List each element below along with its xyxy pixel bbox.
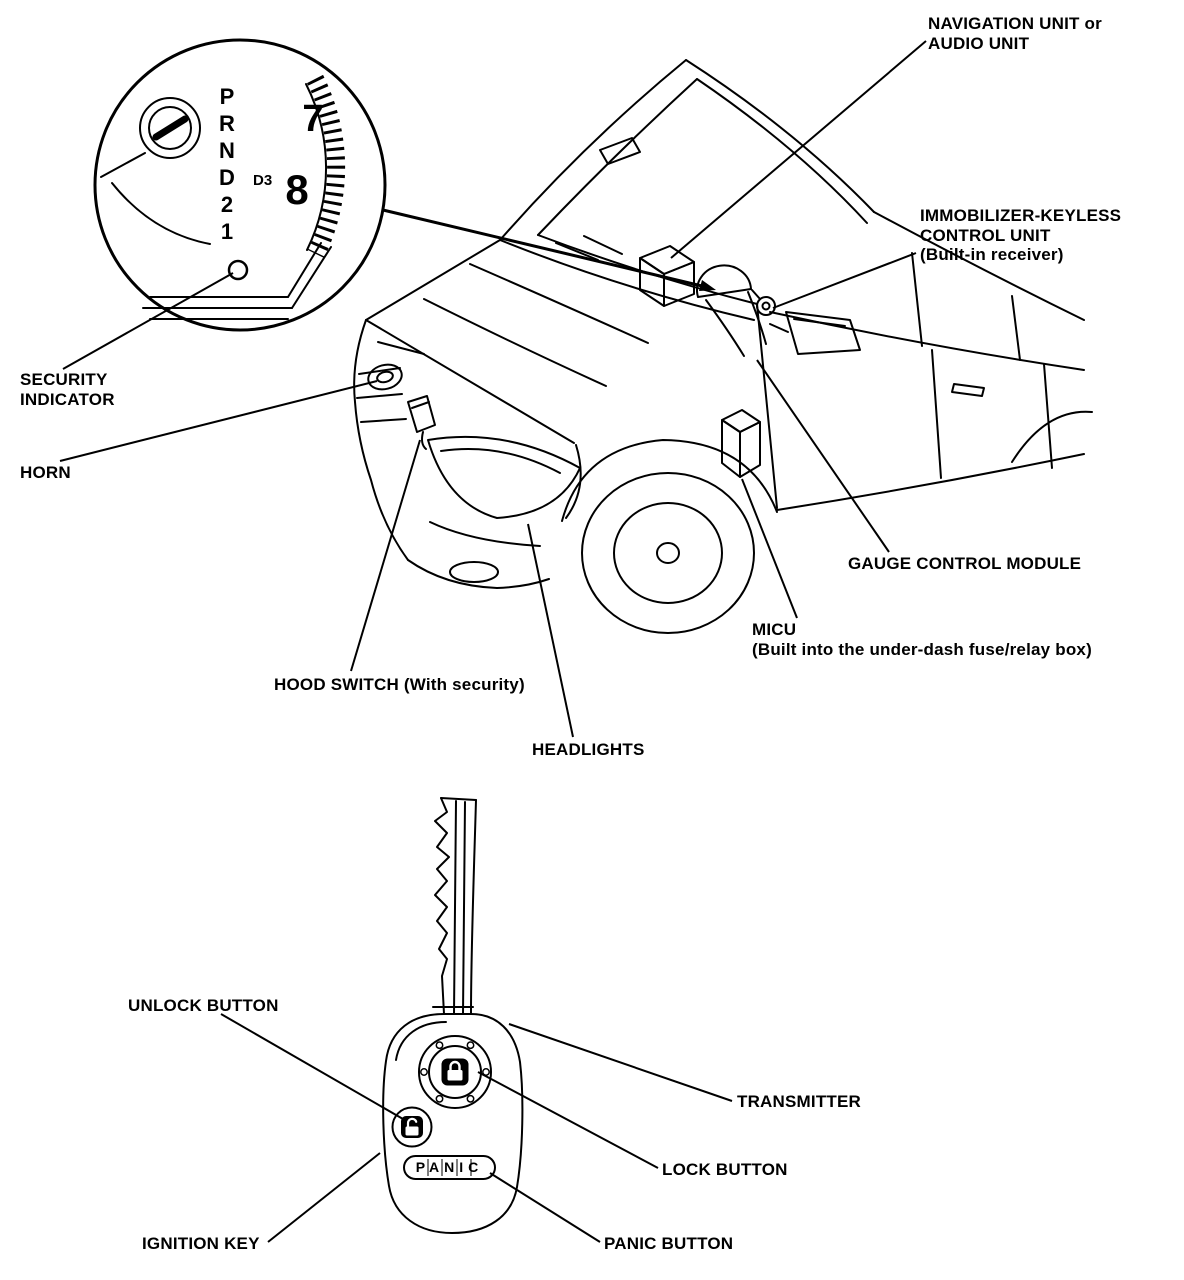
c-pillar-line	[1012, 296, 1020, 360]
headlight-inner-line	[441, 449, 560, 473]
unlock-button-label	[128, 996, 279, 1016]
door-handle-shape	[952, 384, 984, 396]
headlights-leader	[528, 524, 573, 737]
side-mirror-arm	[770, 324, 788, 332]
micu-box	[722, 410, 760, 477]
grille-line	[378, 342, 424, 354]
gear-position-letter: R	[219, 111, 235, 136]
navigation-unit-box-front	[640, 258, 664, 306]
immobilizer-leader	[773, 253, 916, 308]
grille-line	[357, 394, 402, 398]
key-blade-notched-edge	[435, 798, 449, 1014]
navigation-unit-label	[928, 14, 1102, 53]
hood-switch-shape	[408, 396, 435, 449]
navigation-unit-box-top	[640, 246, 694, 274]
security-indicator-dot	[229, 261, 247, 279]
hood-switch-hook	[422, 432, 426, 449]
ring-dot	[436, 1042, 442, 1048]
gear-position-letter: 1	[220, 219, 234, 244]
key-blade-groove	[454, 801, 456, 1014]
label-line: TRANSMITTER	[737, 1092, 862, 1111]
ring-dot	[483, 1069, 489, 1075]
gauge-control-module-shape	[697, 265, 766, 356]
horn-label	[20, 463, 71, 483]
front-wheel-tire	[582, 473, 754, 633]
ignition-key-label	[142, 1234, 260, 1254]
hood-switch-label	[274, 675, 525, 695]
unlock-button-shape	[393, 1108, 432, 1147]
unlock-button-leader	[221, 1014, 403, 1119]
car-a-pillar-line	[500, 60, 686, 240]
label-line: INDICATOR	[20, 389, 115, 409]
headlights-label	[532, 740, 645, 760]
tach-number-7: 7	[302, 98, 324, 140]
receiver-stem	[752, 290, 760, 299]
label-line: HOOD SWITCH (With security)	[274, 675, 525, 694]
security-indicator-leader	[63, 273, 233, 369]
hood-switch-leader	[351, 440, 420, 671]
micu-box-side	[740, 422, 760, 477]
label-line: LOCK BUTTON	[662, 1160, 788, 1179]
lock-button-shape	[442, 1059, 469, 1086]
navigation-unit-leader	[671, 41, 926, 258]
lock-icon-body	[448, 1070, 463, 1081]
label-line: IMMOBILIZER-KEYLESS	[920, 206, 1122, 225]
hood-switch-inner-line	[412, 402, 429, 408]
door-seam-line	[932, 350, 941, 478]
front-wheel-rim	[614, 503, 722, 603]
immobilizer-keyless-label	[920, 206, 1121, 265]
label-line: UNLOCK BUTTON	[128, 996, 279, 1015]
label-line: NAVIGATION UNIT or	[928, 14, 1102, 33]
gear-position-letter: D	[219, 165, 235, 190]
ring-dot	[421, 1069, 427, 1075]
key-blade-tip	[441, 798, 476, 800]
lock-button-label	[662, 1160, 788, 1180]
ring-dot	[467, 1042, 473, 1048]
label-line: HORN	[20, 463, 71, 482]
label-line: GAUGE CONTROL MODULE	[848, 554, 1082, 573]
transmitter-label	[737, 1092, 861, 1112]
label-line: IGNITION KEY	[142, 1234, 260, 1253]
inset-pointer-line	[383, 210, 702, 286]
grille-line	[361, 419, 406, 422]
cluster-edge-diagonal	[292, 247, 331, 308]
transmitter-leader	[509, 1024, 732, 1101]
panic-button-text: PANIC	[415, 1159, 484, 1175]
front-wheel-arch	[562, 440, 777, 521]
micu-box-front	[722, 420, 740, 477]
car-windshield-edge-line	[538, 79, 697, 235]
label-line: AUDIO UNIT	[928, 33, 1030, 53]
hood-switch-body	[408, 396, 435, 432]
ring-dot	[436, 1096, 442, 1102]
car-hood-front-line	[366, 320, 574, 443]
wiper-line	[584, 236, 622, 254]
gauge-module-leader	[757, 360, 889, 552]
column-line	[101, 153, 145, 177]
b-pillar-line	[912, 253, 922, 346]
steering-column-line	[748, 292, 766, 344]
lower-body-line	[777, 454, 1084, 510]
car-hood-rear-line	[500, 240, 754, 320]
car-drawing	[354, 60, 1092, 633]
panic-button-leader	[490, 1173, 600, 1242]
label-line: (Built-in receiver)	[920, 245, 1064, 265]
car-roof-line	[686, 60, 874, 212]
steering-column-line	[706, 300, 744, 356]
inset-pointer-arrowhead-icon	[699, 280, 716, 291]
micu-label	[752, 620, 1092, 659]
panic-button-shape	[404, 1156, 495, 1179]
gear-position-letter: P	[219, 84, 235, 109]
ignition-key-leader	[268, 1153, 380, 1242]
tach-number-8: 8	[285, 166, 309, 213]
side-mirror-inner-line	[794, 319, 845, 326]
car-hood-edge-line	[366, 240, 500, 320]
beltline	[770, 312, 1084, 370]
gauge-control-module-label	[848, 554, 1081, 574]
security-indicator-label	[20, 370, 115, 409]
unlock-icon-body	[406, 1127, 419, 1136]
ignition-key-drawing	[383, 798, 522, 1233]
car-front-fascia-line	[354, 320, 408, 560]
gauge-inset	[95, 40, 385, 330]
label-line: SECURITY	[20, 370, 108, 389]
key-blade-right-edge	[471, 800, 476, 1014]
door-front-edge-line	[757, 304, 777, 508]
horn-inner	[376, 370, 394, 384]
front-wheel-hub	[657, 543, 679, 563]
panic-button-label	[604, 1234, 733, 1254]
label-line: CONTROL UNIT	[920, 225, 1051, 245]
label-line: MICU	[752, 620, 797, 639]
door-seam-line	[1044, 364, 1052, 468]
ring-dot	[467, 1096, 473, 1102]
column-shroud-arc	[112, 183, 210, 244]
lock-button-leader	[478, 1072, 658, 1168]
license-plate-oval	[450, 562, 498, 582]
label-line: HEADLIGHTS	[532, 740, 645, 759]
gear-position-letter: N	[219, 138, 235, 163]
drive-mode-label: D3	[253, 172, 273, 189]
horn-outer	[365, 361, 404, 393]
ignition-keyhole-slot	[156, 119, 185, 137]
car-roof-rail-line	[697, 79, 867, 223]
gear-position-letter: 2	[220, 192, 234, 217]
car-bumper-crease-line	[430, 522, 540, 546]
horn-shape	[365, 361, 404, 393]
key-blade-groove	[463, 802, 465, 1014]
car-bumper-bottom-line	[408, 560, 497, 588]
micu-box-top	[722, 410, 760, 432]
label-line: (Built into the under-dash fuse/relay box)	[752, 639, 1092, 659]
label-line: PANIC BUTTON	[604, 1234, 734, 1253]
car-hood-crease-line	[470, 264, 648, 343]
transmitter-shape	[419, 1036, 491, 1108]
receiver-ring-inner	[763, 303, 770, 310]
micu-leader	[742, 479, 797, 618]
